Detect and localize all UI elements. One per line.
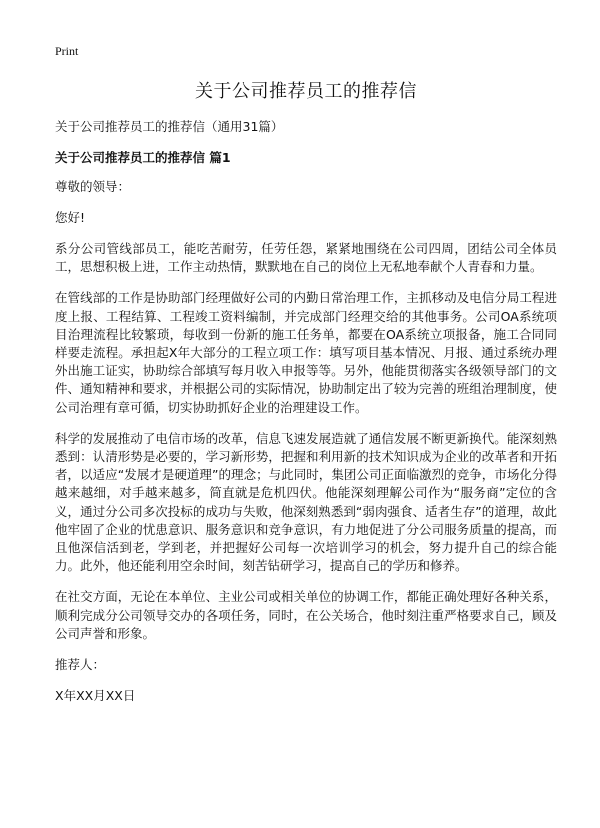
greeting-line: 尊敬的领导：: [55, 179, 131, 194]
paragraph-intro: 系分公司管线部员工，能吃苦耐劳，任劳任怨，紧紧地围绕在公司四周，团结公司全体员工，思想积极上进，工作主动热情，默默地在自己的岗位上无私地奉献个人青春和力量。: [55, 241, 557, 275]
document-subtitle: 关于公司推荐员工的推荐信（通用31篇）: [55, 119, 284, 134]
document-title: 关于公司推荐员工的推荐信: [195, 81, 417, 102]
print-link[interactable]: Print: [55, 44, 79, 58]
recommender-label: 推荐人：: [55, 657, 106, 673]
section-heading: 关于公司推荐员工的推荐信 篇1: [55, 150, 231, 165]
paragraph-social: 在社交方面，无论在本单位、主业公司或相关单位的协调工作，都能正确处理好各种关系，顺利完成分公司领导交办的各项任务，同时，在公关场合，他时刻注重严格要求自己，顾及公司声誉和形象。: [55, 589, 557, 641]
signature-date: X年XX月XX日: [55, 688, 136, 704]
hello-line: 您好!: [55, 210, 86, 225]
paragraph-work: 在管线部的工作是协助部门经理做好公司的内勤日常治理工作，主抓移动及电信分局工程进度上报、工程结算、工程竣工资料编制，并完成部门经理交给的其他事务。公司OA系统项目治理流程比较繁琐，每收到一份新的施工任务单，都要在OA系统立项报备，施工合同同样要走流程。承担起X年大部分的工程立项工作：填写项目基本情况、月报、通过系统办理外出施工证实，协助综合部填写每月收入申报等等。另外，他能贯彻落实各级领导部门的文件、通知精神和要求，并根据公司的实际情况，协助制定出了较为完善的班组治理制度，使公司治理有章可循，切实协助抓好企业的治理建设工作。: [55, 290, 558, 415]
paragraph-development: 科学的发展推动了电信市场的改革，信息飞速发展造就了通信发展不断更新换代。能深刻熟悉到：认清形势是必要的，学习新形势，把握和利用新的技术知识成为企业的改革者和开拓者，以适应“发展才是硬道理”的理念；与此同时，集团公司正面临激烈的竞争，市场化分得越来越细，对手越来越多，简直就是危机四伏。他能深刻理解公司作为“服务商”定位的含义，通过分公司多次投标的成功与失败，他深刻熟悉到“弱肉强食、适者生存”的道理，故此他牢固了企业的忧患意识、服务意识和竞争意识，有力地促进了分公司服务质量的提高，而且他深信活到老，学到老，并把握好公司每一次培训学习的机会，努力提升自己的综合能力。此外，他还能利用空余时间，刻苦钻研学习，提高自己的学历和修养。: [55, 430, 557, 574]
